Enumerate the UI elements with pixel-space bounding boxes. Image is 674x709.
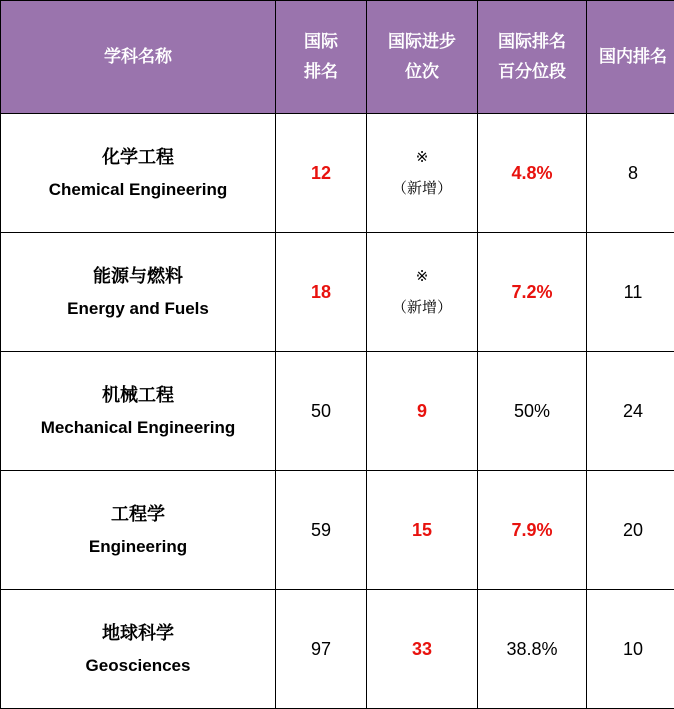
table-row <box>1 471 674 590</box>
subject-name-en: Chemical Engineering <box>1 174 275 206</box>
cell-international-rank: 12 <box>276 114 367 233</box>
subject-name-cn: 机械工程 <box>1 378 275 412</box>
column-header-domestic-rank-line1: 国内排名 <box>599 47 667 66</box>
table-row <box>1 590 674 709</box>
progress-note: （新增） <box>367 292 477 324</box>
table-row <box>1 352 674 471</box>
column-header-international-rank-line1: 国际 <box>304 32 338 51</box>
cell-domestic-rank: 24 <box>587 352 674 471</box>
cell-subject <box>1 233 276 352</box>
cell-international-progress <box>367 114 478 233</box>
column-header-international-progress-line1: 国际进步 <box>388 32 456 51</box>
table-row <box>1 114 674 233</box>
cell-international-percentile: 50% <box>478 352 587 471</box>
cell-domestic-rank: 11 <box>587 233 674 352</box>
cell-subject <box>1 471 276 590</box>
cell-domestic-rank: 10 <box>587 590 674 709</box>
cell-international-percentile: 7.9% <box>478 471 587 590</box>
table-header-row <box>1 1 674 114</box>
cell-international-progress: 33 <box>367 590 478 709</box>
table-body <box>1 114 674 709</box>
subject-name-en: Engineering <box>1 531 275 563</box>
column-header-domestic-rank <box>587 1 674 114</box>
subject-name-en: Energy and Fuels <box>1 293 275 325</box>
subject-name-cn: 地球科学 <box>1 616 275 650</box>
column-header-international-percentile <box>478 1 587 114</box>
subject-name-cn: 工程学 <box>1 497 275 531</box>
cell-international-rank: 59 <box>276 471 367 590</box>
cell-subject <box>1 590 276 709</box>
column-header-international-percentile-line2: 百分位段 <box>498 62 566 81</box>
table-row <box>1 233 674 352</box>
cell-international-rank: 97 <box>276 590 367 709</box>
column-header-international-progress-line2: 位次 <box>405 62 439 81</box>
column-header-international-rank <box>276 1 367 114</box>
cell-international-percentile: 4.8% <box>478 114 587 233</box>
cell-international-percentile: 7.2% <box>478 233 587 352</box>
cell-domestic-rank: 8 <box>587 114 674 233</box>
cell-subject <box>1 352 276 471</box>
column-header-subject <box>1 1 276 114</box>
table-header <box>1 1 674 114</box>
cell-international-rank: 50 <box>276 352 367 471</box>
subject-name-cn: 能源与燃料 <box>1 259 275 293</box>
cell-international-progress: 9 <box>367 352 478 471</box>
column-header-international-progress <box>367 1 478 114</box>
progress-mark: ※ <box>367 142 477 174</box>
cell-international-progress <box>367 233 478 352</box>
cell-international-rank: 18 <box>276 233 367 352</box>
progress-note: （新增） <box>367 173 477 205</box>
subject-name-en: Geosciences <box>1 650 275 682</box>
cell-subject <box>1 114 276 233</box>
cell-international-percentile: 38.8% <box>478 590 587 709</box>
subject-name-en: Mechanical Engineering <box>1 412 275 444</box>
column-header-international-rank-line2: 排名 <box>304 62 338 81</box>
cell-domestic-rank: 20 <box>587 471 674 590</box>
cell-international-progress: 15 <box>367 471 478 590</box>
column-header-international-percentile-line1: 国际排名 <box>498 32 566 51</box>
subject-name-cn: 化学工程 <box>1 140 275 174</box>
column-header-subject-line1: 学科名称 <box>104 47 172 66</box>
progress-mark: ※ <box>367 261 477 293</box>
